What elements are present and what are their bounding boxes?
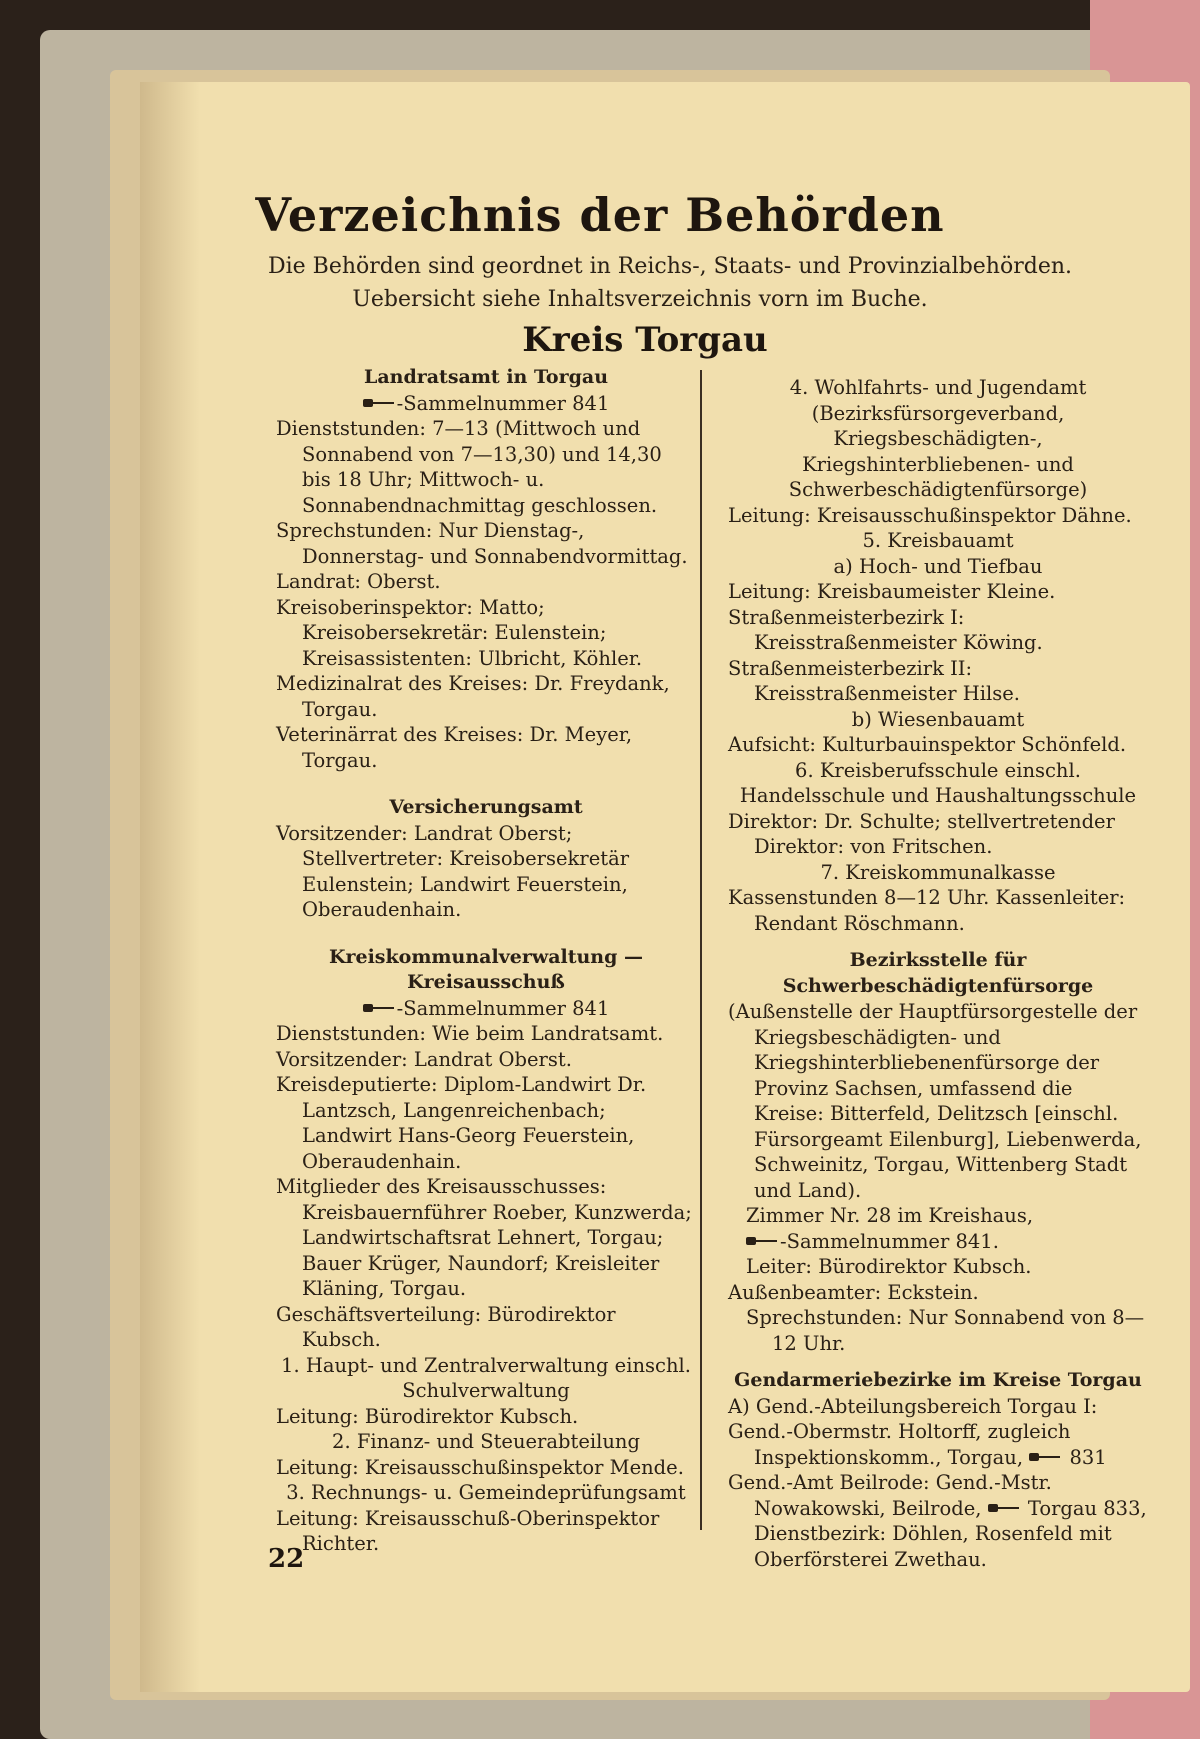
kommunal-phone: -Sammelnummer 841	[276, 996, 696, 1022]
versicherungsamt-heading: Versicherungsamt	[389, 796, 583, 818]
list-item: Dienststunden: Wie beim Landratsamt.	[276, 1022, 664, 1045]
kommunal-heading-2: Kreisausschuß	[407, 971, 565, 993]
list-item: Leitung: Kreisausschußinspektor Dähne.	[728, 503, 1132, 527]
subsection-5b: b) Wiesenbauamt	[851, 707, 1025, 731]
list-item: (Außenstelle der Hauptfürsorgestelle der Kriegsbeschädigten- und Kriegshinterbliebenenfürsorge der Provinz Sachsen, umfassend die Kreise: Bitterfeld, Delitzsch [einschl. Fürsorgeamt Eilenburg], Liebenwerda, Schweinitz, Torgau, Wittenberg Stadt und Land).	[728, 1000, 1142, 1202]
list-item: Vorsitzender: Landrat Oberst.	[276, 1047, 572, 1071]
list-item: -Sammelnummer 841.	[728, 1229, 1148, 1255]
list-item: Außenbeamter: Eckstein.	[728, 1280, 979, 1304]
list-item: Sprechstunden: Nur Dienstag-, Donnerstag- und Sonnabendvormittag.	[276, 519, 688, 568]
list-item: Landrat: Oberst.	[276, 570, 441, 593]
right-column	[728, 375, 1148, 1572]
gendarmerie-heading: Gendarmeriebezirke im Kreise Torgau	[734, 1369, 1142, 1391]
section-heading-kreis: Kreis Torgau	[522, 320, 768, 360]
intro-line-2: Uebersicht siehe Inhaltsverzeichnis vorn im Buche.	[352, 287, 928, 312]
subsection-3: 3. Rechnungs- u. Gemeindeprüfungsamt	[286, 1481, 686, 1504]
list-item: A) Gend.-Abteilungsbereich Torgau I:	[728, 1394, 1098, 1418]
list-item: Leitung: Bürodirektor Kubsch.	[276, 1404, 579, 1428]
list-item: Leiter: Bürodirektor Kubsch.	[746, 1255, 1032, 1278]
list-item: Aufsicht: Kulturbauinspektor Schönfeld.	[728, 733, 1127, 756]
subsection-7: 7. Kreiskommunalkasse	[820, 860, 1056, 884]
subsection-1: 1. Haupt- und Zentralverwaltung einschl. Schulverwaltung	[281, 1353, 691, 1402]
left-column	[276, 365, 696, 1557]
list-item: Direktor: Dr. Schulte; stellvertretender Direktor: von Fritschen.	[728, 809, 1115, 858]
kommunal-heading-1: Kreiskommunalverwaltung —	[328, 945, 644, 968]
telephone-icon	[988, 1504, 1022, 1512]
subsection-5: 5. Kreisbauamt	[862, 529, 1014, 552]
telephone-icon	[746, 1237, 780, 1245]
landratsamt-phone: -Sammelnummer 841	[276, 391, 696, 417]
list-item: Straßenmeisterbezirk II: Kreisstraßenmeister Hilse.	[728, 656, 1020, 705]
list-item: Gend.-Amt Beilrode: Gend.-Mstr. Nowakowski, Beilrode, Torgau 833, Dienstbezirk: Döhlen, Rosenfeld mit Oberförsterei Zwethau.	[728, 1471, 1147, 1571]
list-item: Dienststunden: 7—13 (Mittwoch und Sonnabend von 7—13,30) und 14,30 bis 18 Uhr; Mittwoch- u. Sonnabendnachmittag geschlossen.	[276, 417, 662, 517]
bezirksstelle-heading: Bezirksstelle für Schwerbeschädigtenfürsorge	[782, 949, 1094, 997]
list-item: Veterinärrat des Kreises: Dr. Meyer, Torgau.	[276, 723, 633, 772]
column-divider	[700, 370, 702, 1530]
page-title: Verzeichnis der Behörden	[255, 188, 945, 242]
intro-line-1: Die Behörden sind geordnet in Reichs-, Staats- und Provinzialbehörden.	[267, 254, 1073, 279]
subsection-4: 4. Wohlfahrts- und Jugendamt (Bezirksfürsorgeverband, Kriegsbeschädigten-, Kriegshinterbliebenen- und Schwerbeschädigtenfürsorge)	[788, 376, 1088, 501]
telephone-icon	[363, 1004, 397, 1012]
list-item: Leitung: Kreisausschuß-Oberinspektor Richter.	[276, 1506, 660, 1555]
list-item: Leitung: Kreisbaumeister Kleine.	[728, 580, 1056, 603]
subsection-2: 2. Finanz- und Steuerabteilung	[332, 1430, 640, 1453]
list-item: Leitung: Kreisausschußinspektor Mende.	[276, 1455, 684, 1479]
list-item: Sprechstunden: Nur Sonnabend von 8—12 Uhr.	[746, 1306, 1145, 1355]
list-item: Kassenstunden 8—12 Uhr. Kassenleiter: Rendant Röschmann.	[728, 886, 1126, 935]
list-item: Medizinalrat des Kreises: Dr. Freydank, Torgau.	[276, 672, 670, 721]
telephone-icon	[363, 399, 397, 407]
list-item: Gend.-Obermstr. Holtorff, zugleich Inspektionskomm., Torgau, 831	[728, 1420, 1107, 1469]
list-item: Kreisdeputierte: Diplom-Landwirt Dr. Lantzsch, Langenreichenbach; Landwirt Hans-Georg Feuerstein, Oberaudenhain.	[276, 1073, 647, 1173]
list-item: Zimmer Nr. 28 im Kreishaus,	[746, 1204, 1034, 1227]
page-number: 22	[268, 1544, 305, 1574]
list-item: Kreisoberinspektor: Matto; Kreisobersekretär: Eulenstein; Kreisassistenten: Ulbricht, Köhler.	[276, 595, 643, 670]
list-item: Geschäftsverteilung: Bürodirektor Kubsch.	[276, 1302, 616, 1351]
list-item: Mitglieder des Kreisausschusses: Kreisbauernführer Roeber, Kunzwerda; Landwirtschaftsrat Lehnert, Torgau; Bauer Krüger, Naundorf; Kreisleiter Kläning, Torgau.	[276, 1175, 692, 1300]
list-item: Vorsitzender: Landrat Oberst; Stellvertreter: Kreisobersekretär Eulenstein; Landwirt Feuerstein, Oberaudenhain.	[276, 821, 630, 921]
list-item: Straßenmeisterbezirk I: Kreisstraßenmeister Köwing.	[728, 605, 1043, 654]
subsection-5a: a) Hoch- und Tiefbau	[833, 554, 1043, 578]
telephone-icon	[1029, 1453, 1063, 1461]
subsection-6: 6. Kreisberufsschule einschl. Handelsschule und Haushaltungsschule	[739, 758, 1137, 807]
landratsamt-heading: Landratsamt in Torgau	[363, 366, 609, 388]
